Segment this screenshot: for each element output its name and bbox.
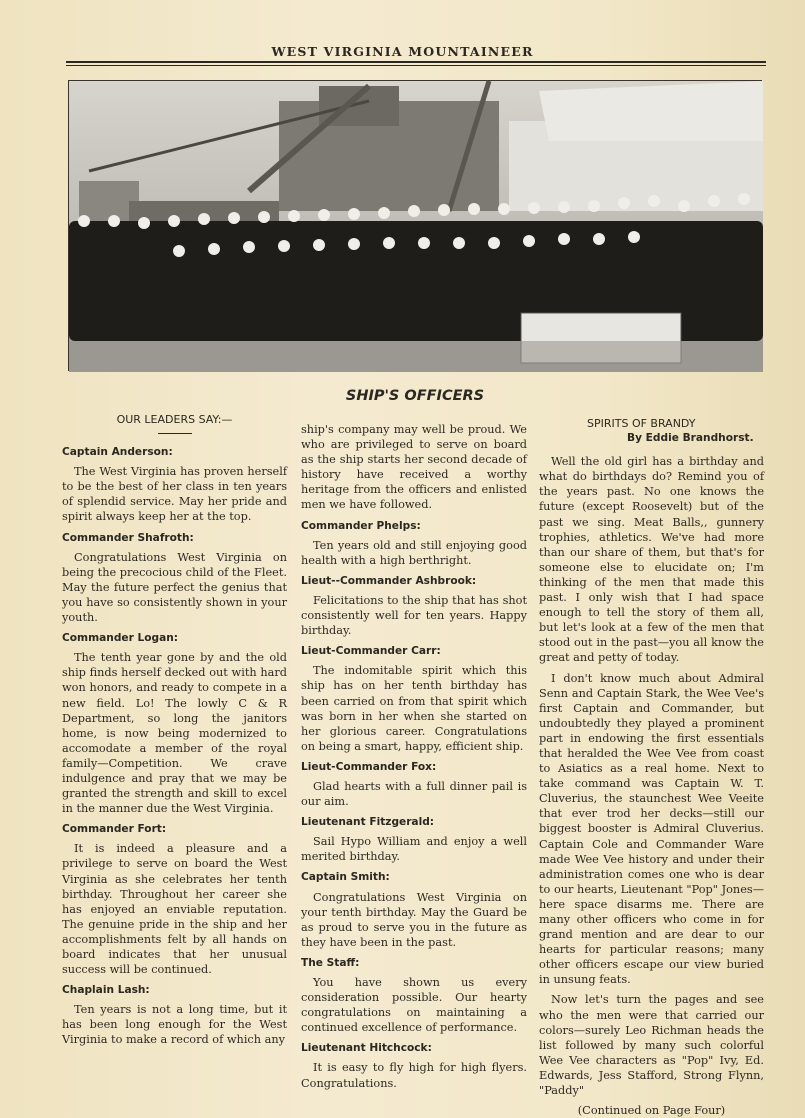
speaker-heading: Captain Smith: (301, 871, 390, 884)
speaker-quote: Ten years old and still enjoying good health with a high berthright. (301, 538, 527, 567)
article-paragraph: Now let's turn the pages and see who the men were that carried our colors—surely Leo Richman heads the list followed by many such colorful Wee Vee characters as "Pop" Ivy, Ed. Edwards, Jess Stafford, Strong Flynn, "Paddy" (539, 993, 764, 1098)
column-officers-continued (301, 422, 527, 1096)
speaker-heading: Captain Anderson: (62, 446, 173, 459)
masthead: WEST VIRGINIA MOUNTAINEER (271, 44, 534, 59)
section-title: SHIP'S OFFICERS (345, 388, 485, 404)
group-photo-of-officers (68, 80, 762, 371)
speaker-quote: The tenth year gone by and the old ship finds herself decked out with hard won honors, and ready to compete in a new field. Lo! The lowly C & R Department, so long the janitors home, is now being modernized to accomodate a member of the royal family—Competition. We crave indulgence and pray that we may be granted the strength and skill to excel in the manner due the West Virginia. (62, 651, 287, 816)
article-title: SPIRITS OF BRANDY (587, 417, 696, 430)
speaker-quote: The indomitable spirit which this ship has on her tenth birthday has been carried on from that spirit which was born in her when she started on her glorious career. Congratulations on being a smart, happy, efficient ship. (301, 664, 527, 753)
column-leaders-say (62, 412, 287, 1053)
speaker-quote: Ten years is not a long time, but it has been long enough for the West Virginia to make a record of which any (62, 1003, 287, 1047)
speaker-quote: Sail Hypo William and enjoy a well merited birthday. (301, 835, 527, 864)
speaker-heading: Lieutenant Hitchcock: (301, 1042, 432, 1055)
article-byline: By Eddie Brandhorst. (627, 432, 754, 445)
speaker-quote: The West Virginia has proven herself to be the best of her class in ten years of splendid service. May her pride and spirit always keep her at the top. (62, 465, 287, 524)
speaker-heading: Commander Phelps: (301, 519, 421, 532)
speaker-heading: Lieut--Commander Ashbrook: (301, 574, 477, 587)
article-paragraph: Well the old girl has a birthday and what do birthdays do? Remind you of the years past. No one knows the future (except Roosevelt) but of the past we sing. Meat Balls,, gunnery trophies, athletics. We've had more than our share of them, but that's for someone else to elucidate on; I'm thinking of the men that made this past. I only wish that I had space enough to tell the story of them all, but let's look at a few of the men that stood out in the past—you all know the great and petty of today. (539, 455, 764, 665)
speaker-quote: It is easy to fly high for high flyers. Congratulations. (301, 1061, 527, 1090)
leaders-heading: OUR LEADERS SAY:— (116, 413, 233, 426)
divider (158, 433, 192, 434)
speaker-heading: Lieut-Commander Fox: (301, 760, 437, 773)
article-paragraph: I don't know much about Admiral Senn and Captain Stark, the Wee Vee's first Captain and Commander, but undoubtedly they played a prominent part in endowing the first essentials that heralded the Wee Vee from coast to Asiatics as a real home. Next to take command was Captain W. T. Cluverius, the staunchest Wee Veeite that ever trod her decks—still our biggest booster is Admiral Cluverius. Captain Cole and Commander Ware made Wee Vee history and under their administration comes one who is dear to our hearts, Lieutenant "Pop" Jones—here space disarms me. There are many other officers who come in for grand mention and are dear to our hearts for particular reasons; many other officers escape our view buried in unsung feats. (539, 671, 764, 987)
speaker-quote: Felicitations to the ship that has shot consistently well for ten years. Happy birthday. (301, 593, 527, 638)
speaker-heading: Commander Shafroth: (62, 531, 194, 544)
photo-illustration (69, 81, 763, 372)
speaker-quote: Congratulations West Virginia on being the precocious child of the Fleet. May the future perfect the genius that you have so consistently shown in your youth. (62, 550, 287, 625)
speaker-heading: Lieutenant Fitzgerald: (301, 816, 435, 829)
speaker-heading: The Staff: (301, 956, 360, 969)
speaker-heading: Commander Logan: (62, 632, 179, 645)
speaker-heading: Commander Fort: (62, 823, 167, 836)
speaker-quote: ship's company may well be proud. We who are privileged to serve on board as the ship starts her second decade of history have received a worthy heritage from the officers and enlisted men we have followed. (301, 423, 527, 512)
masthead-rule-thin (66, 65, 766, 66)
speaker-heading: Lieut-Commander Carr: (301, 645, 441, 658)
speaker-heading: Chaplain Lash: (62, 984, 150, 997)
continued-note: (Continued on Page Four) (577, 1104, 726, 1118)
speaker-quote: It is indeed a pleasure and a privilege to serve on board the West Virginia as she celebrates her tenth birthday. Throughout her career she has enjoyed an enviable reputation. The genuine pride in the ship and her accomplishments felt by all hands on board indicates that her unusual success will be continued. (62, 842, 287, 977)
column-spirits-of-brandy (539, 416, 764, 1118)
speaker-quote: Glad hearts with a full dinner pail is our aim. (301, 779, 527, 809)
masthead-rule (66, 61, 766, 63)
speaker-quote: Congratulations West Virginia on your tenth birthday. May the Guard be as proud to serve you in the future as they have been in the past. (301, 890, 527, 949)
speaker-quote: You have shown us every consideration possible. Our hearty congratulations on maintaining a continued excellence of performance. (301, 976, 527, 1035)
